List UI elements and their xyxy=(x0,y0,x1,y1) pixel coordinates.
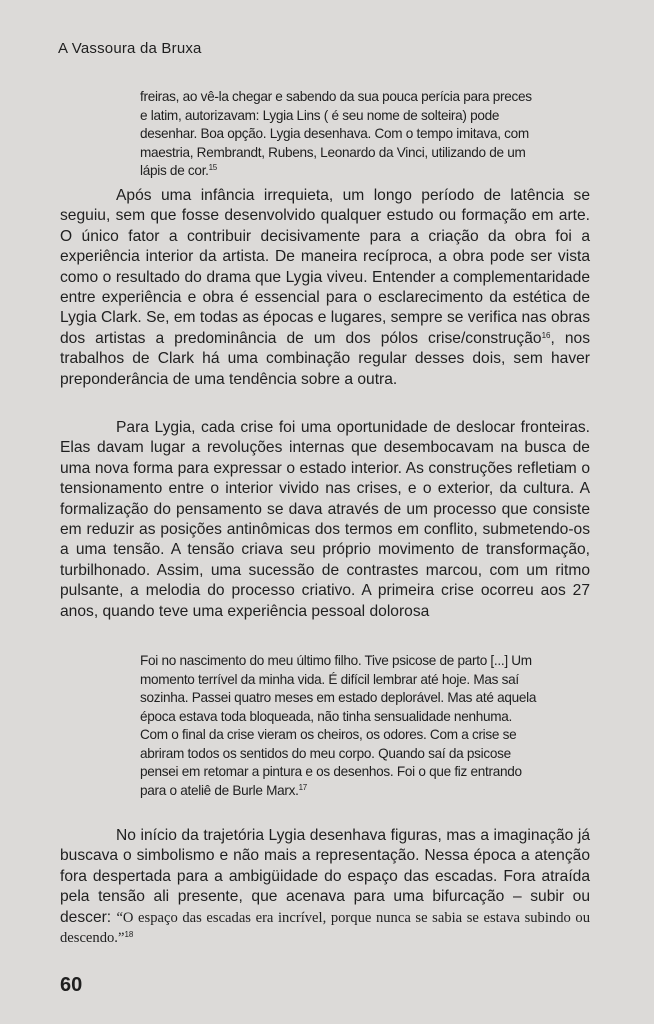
paragraph-text: Após uma infância irrequieta, um longo período de latência se seguiu, sem que fosse desenvolvido qualquer estudo ou formação em arte. O único fator a contribuir decisivamente para a criação da obra foi a experiência interior da artista. De maneira recíproca, a obra pode ser vista como o resultado do drama que Lygia viveu. Entender a complementaridade entre experiência e obra é essencial para o esclarecimento da estética de Lygia Clark. Se, em todas as épocas e lugares, sempre se verifica nas obras dos artistas a predominância de um dos pólos crise/construção xyxy=(60,187,590,347)
paragraph-text-continued: , nos trabalhos de Clark há uma combinação regular desses dois, sem haver preponderância de uma tendência sobre a outra. xyxy=(60,329,590,388)
footnote-ref: 16 xyxy=(541,330,551,340)
footnote-ref: 18 xyxy=(124,930,134,940)
quote-text: freiras, ao vê-la chegar e sabendo da sua pouca perícia para preces e latim, autorizavam: Lygia Lins ( é seu nome de solteira) pode desenhar. Boa opção. Lygia desenhava. Com o tempo imitava, com maestria, Rembrandt, Rubens, Leonardo da Vinci, utilizando de um lápis de cor. xyxy=(140,89,532,178)
inline-quote: “O espaço das escadas era incrível, porque nunca se sabia se estava subindo ou descendo.” xyxy=(60,909,590,947)
paragraph-2 xyxy=(60,418,590,622)
paragraph-3 xyxy=(60,826,590,948)
footnote-ref: 15 xyxy=(208,163,217,172)
quote-text: Foi no nascimento do meu último filho. Tive psicose de parto [...] Um momento terrível da minha vida. É difícil lembrar até hoje. Mas saí sozinha. Passei quatro meses em estado deplorável. Mas até aquela época estava toda bloqueada, não tinha sensualidade nenhuma. Com o final da crise vieram os cheiros, os odores. Com a crise se abriram todos os sentidos do meu corpo. Quando saí da psicose pensei em retomar a pintura e os desenhos. Foi o que fiz entrando para o ateliê de Burle Marx. xyxy=(140,653,537,798)
paragraph-1 xyxy=(60,186,590,390)
paragraph-text: Para Lygia, cada crise foi uma oportunidade de deslocar fronteiras. Elas davam lugar a revoluções internas que desembocavam na busca de uma nova forma para expressar o estado interior. As construções refletiam o tensionamento entre o interior vivido nas crises, e o exterior, da cultura. A formalização do pensamento se dava através de um processo que consiste em reduzir as posições antinômicas dos termos em conflito, submetendo-os a uma tensão. A tensão criava seu próprio movimento de transformação, turbilhonado. Assim, uma sucessão de contrastes marcou, com um ritmo pulsante, a melodia do processo criativo. A primeira crise ocorreu aos 27 anos, quando teve uma experiência pessoal dolorosa xyxy=(60,419,590,620)
footnote-ref: 17 xyxy=(298,782,307,792)
block-quote-1 xyxy=(140,88,540,181)
running-head: A Vassoura da Bruxa xyxy=(58,40,202,57)
block-quote-2 xyxy=(140,652,540,800)
page-number: 60 xyxy=(60,974,83,996)
paragraph-text: No início da trajetória Lygia desenhava figuras, mas a imaginação já buscava o simbolismo e não mais a representação. Nessa época a atenção fora despertada para a ambigüidade do espaço das escadas. Fora atraída pela tensão ali presente, que acenava para uma bifurcação – subir ou descer: xyxy=(60,827,590,926)
